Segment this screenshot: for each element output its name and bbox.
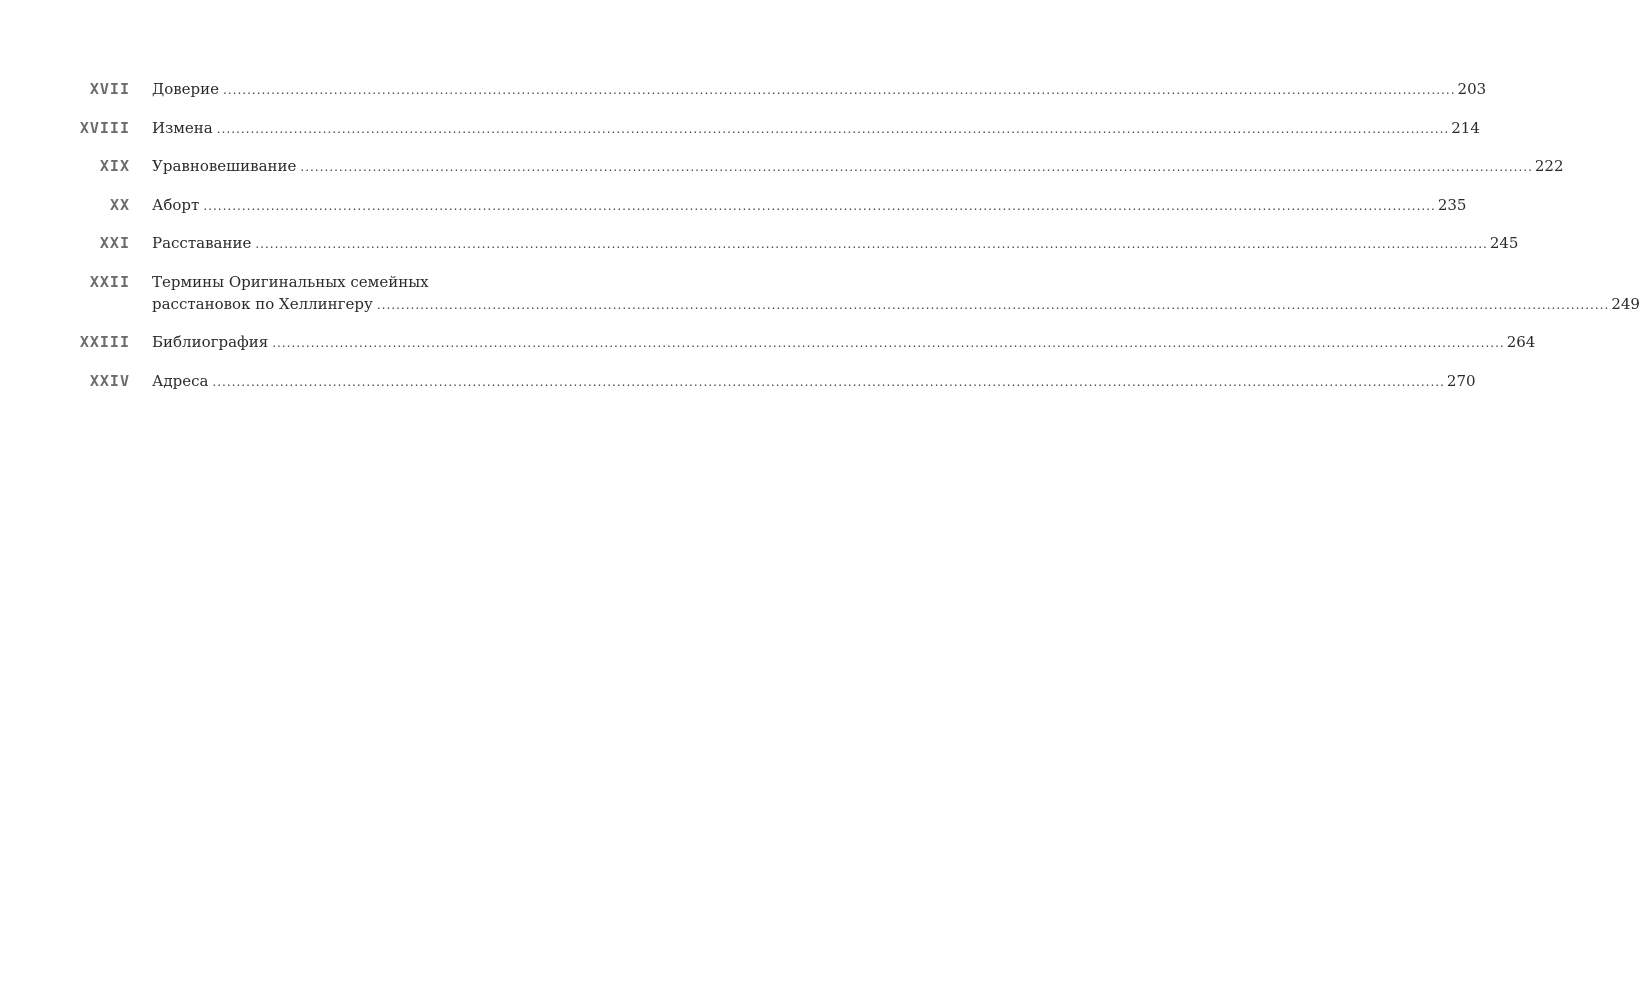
toc-entry — [70, 271, 1640, 316]
chapter-title: Доверие — [152, 80, 220, 98]
page-number: 235 — [1437, 195, 1467, 214]
toc-line — [152, 370, 1476, 393]
toc-line — [152, 117, 1480, 140]
chapter-number: XX — [109, 195, 130, 214]
chapter-number: XXII — [89, 272, 130, 291]
chapter-number: XXIII — [79, 333, 130, 351]
page-number: 264 — [1506, 333, 1536, 351]
chapter-number: XIX — [99, 157, 130, 175]
toc-line — [152, 271, 1640, 293]
dot-leader — [217, 118, 1450, 140]
page-number: 214 — [1451, 118, 1480, 137]
toc-entry — [70, 117, 1480, 140]
toc-line — [152, 194, 1466, 217]
toc-entry-body — [152, 194, 1466, 217]
chapter-title-line-2: расстановок по Хеллингеру — [152, 294, 373, 313]
toc-line — [152, 331, 1535, 354]
toc-entry-body — [152, 331, 1535, 354]
toc-entry-body — [152, 155, 1564, 178]
dot-leader — [212, 371, 1445, 393]
toc-line — [152, 293, 1640, 316]
toc-entry-body — [152, 370, 1476, 393]
toc-entry-body — [152, 232, 1518, 255]
dot-leader — [223, 79, 1456, 101]
toc-entry-body — [152, 78, 1486, 101]
dot-leader — [300, 156, 1533, 178]
toc-entry — [70, 194, 1467, 217]
toc-line — [152, 78, 1486, 101]
toc-entry — [70, 78, 1487, 101]
toc-entry — [70, 232, 1519, 255]
chapter-number: XXI — [99, 234, 130, 252]
toc-entry-body — [152, 271, 1640, 316]
chapter-title: Уравновешивание — [152, 157, 297, 175]
table-of-contents — [70, 78, 1640, 408]
page-number: 249 — [1611, 294, 1640, 313]
toc-line — [152, 232, 1518, 255]
dot-leader — [255, 233, 1488, 255]
toc-entry — [70, 370, 1476, 393]
chapter-title: Измена — [152, 118, 213, 137]
chapter-title-line-1: Термины Оригинальных семейных — [152, 272, 429, 291]
toc-line — [152, 155, 1564, 178]
chapter-title: Библиография — [152, 333, 269, 351]
chapter-number: XVII — [89, 80, 130, 98]
dot-leader — [203, 195, 1436, 217]
dot-leader — [377, 294, 1610, 316]
dot-leader — [272, 332, 1505, 354]
chapter-number: XXIV — [89, 371, 130, 390]
page-number: 245 — [1489, 234, 1519, 252]
toc-entry-body — [152, 117, 1480, 140]
chapter-title: Аборт — [152, 195, 200, 214]
page-number: 270 — [1446, 371, 1476, 390]
toc-entry — [70, 331, 1536, 354]
chapter-number: XVIII — [79, 118, 130, 137]
chapter-title: Расставание — [152, 234, 252, 252]
page-number: 203 — [1457, 80, 1487, 98]
toc-entry — [70, 155, 1564, 178]
page-number: 222 — [1534, 157, 1564, 175]
chapter-title: Адреса — [152, 371, 209, 390]
